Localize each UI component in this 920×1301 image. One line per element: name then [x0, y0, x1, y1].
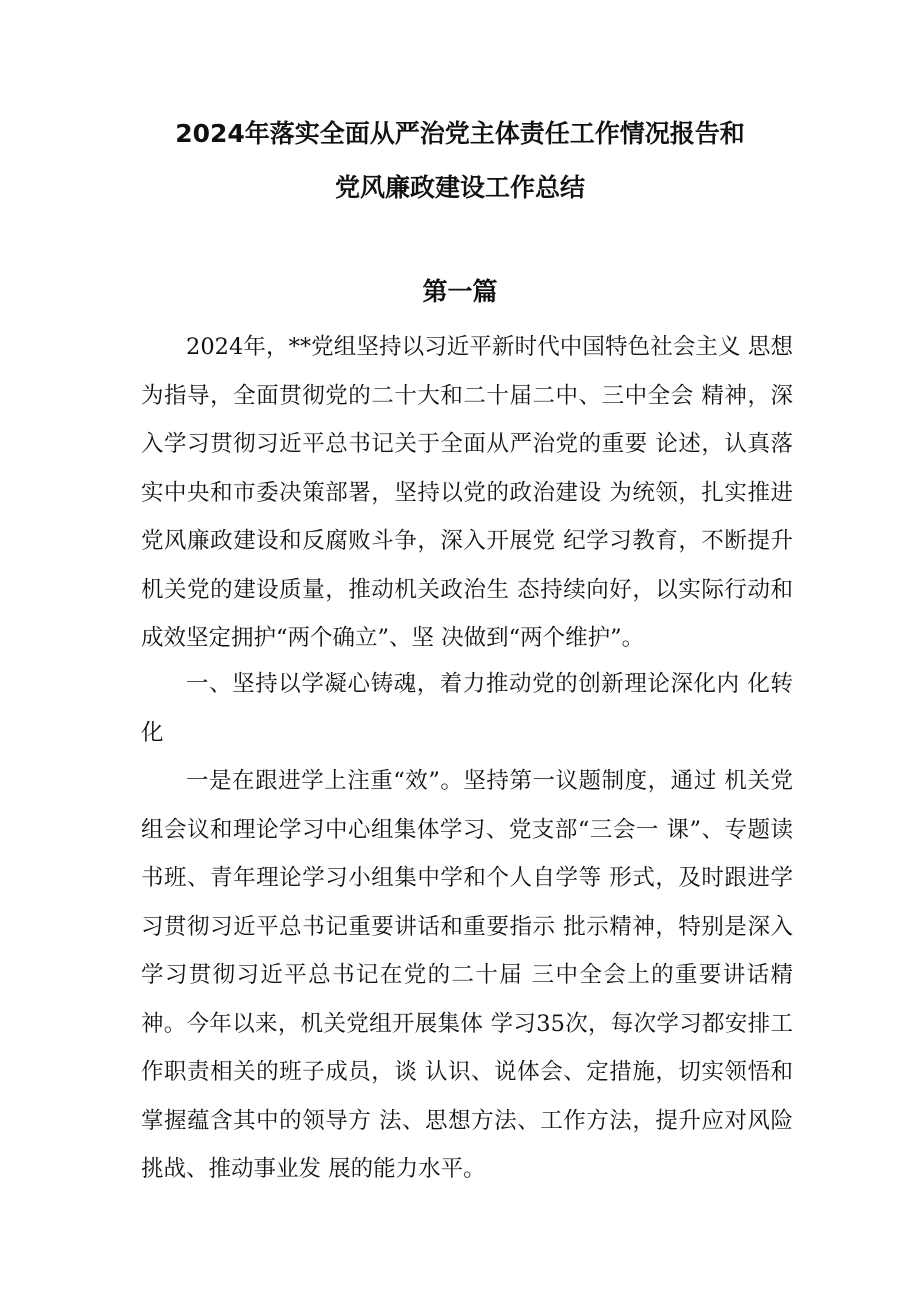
- section-heading: 第一篇: [422, 277, 498, 306]
- paragraph-point-one: 一是在跟进学上注重“效”。坚持第一议题制度，通过 机关党组会议和理论学习中心组集体学习、党支部“三会一 课”、专题读书班、青年理论学习小组集中学和个人自学等 形式，及时跟进学习贯彻习近平总书记重要讲话和重要指示 批示精神，特别是深入学习贯彻习近平总书记在党的二十届 三中全会上的重要讲话精神。今年以来，机关党组开展集体 学习35次，每次学习都安排工作职责相关的班子成员，谈 认识、说体会、定措施，切实领悟和掌握蕴含其中的领导方 法、思想方法、工作方法，提升应对风险挑战、推动事业发 展的能力水平。: [141, 768, 793, 1182]
- paragraph-section-one-heading: 一、坚持以学凝心铸魂，着力推动党的创新理论深化内 化转化: [141, 671, 793, 746]
- document-title-line-1: 2024年落实全面从严治党主体责任工作情况报告和: [175, 119, 745, 148]
- paragraph-intro: 2024年，**党组坚持以习近平新时代中国特色社会主义 思想为指导，全面贯彻党的二十大和二十届二中、三中全会 精神，深入学习贯彻习近平总书记关于全面从严治党的重要 论述，认真落实中央和市委决策部署，坚持以党的政治建设 为统领，扎实推进党风廉政建设和反腐败斗争，深入开展党 纪学习教育，不断提升机关党的建设质量，推动机关政治生 态持续向好，以实际行动和成效坚定拥护“两个确立”、坚 决做到“两个维护”。: [141, 334, 793, 651]
- document-title-line-2: 党风廉政建设工作总结: [334, 173, 585, 202]
